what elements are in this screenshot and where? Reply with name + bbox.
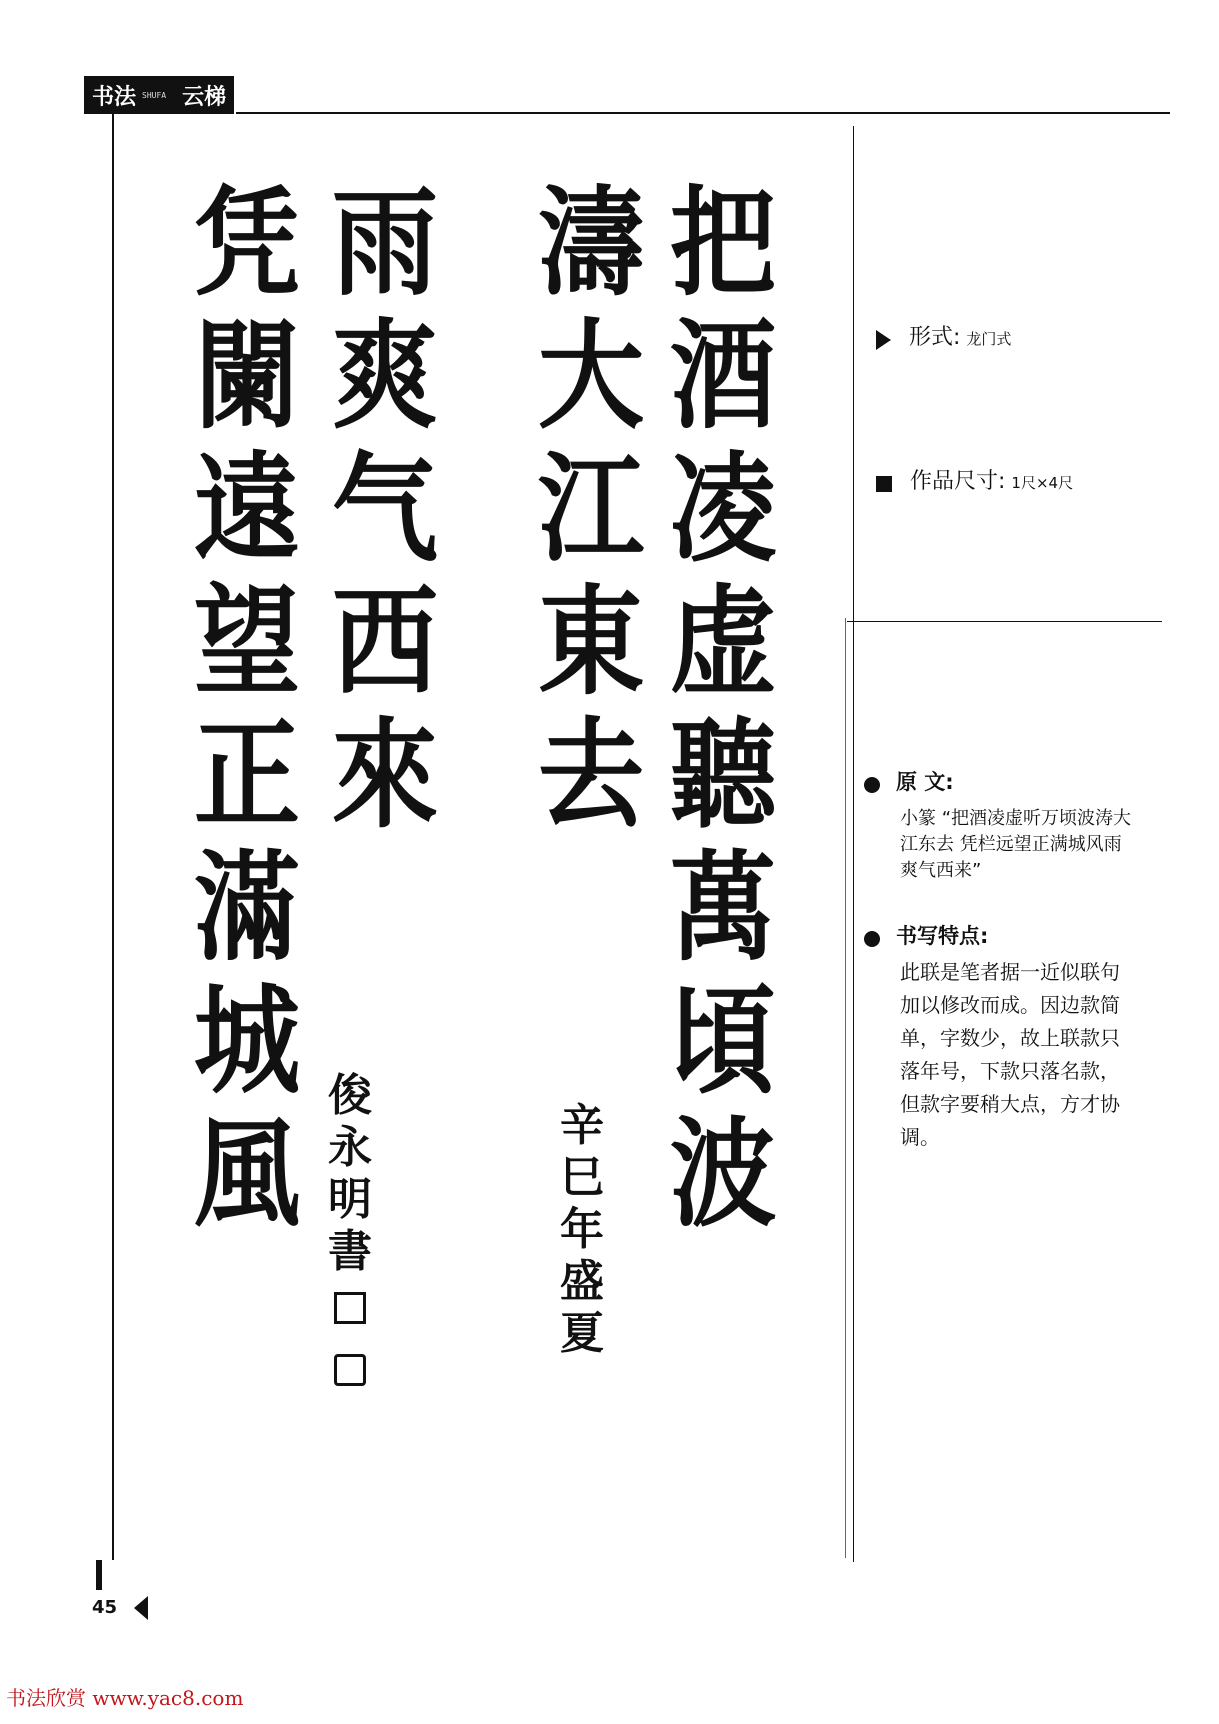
panel-divider: [853, 126, 854, 1562]
glyph: 爽: [331, 306, 439, 445]
glyph: 來: [331, 705, 439, 844]
glyph: 凌: [669, 439, 777, 578]
bottom-rule: [96, 1560, 102, 1590]
features-text: 此联是笔者据一近似联句加以修改而成。因边款简单，字数少，故上联款只落年号，下款只落名款，但款字要稍大点，方才协调。: [900, 960, 1120, 1149]
original-label: 原 文:: [896, 770, 954, 794]
inscription-glyph: 年: [560, 1204, 604, 1255]
couplet-third-column: [310, 173, 460, 844]
seal-stamp: [334, 1292, 366, 1324]
size-value: 1尺×4尺: [1011, 474, 1074, 492]
glyph: 聽: [669, 705, 777, 844]
features-label: 书写特点:: [896, 924, 989, 948]
header-subtitle: 云梯: [182, 84, 227, 110]
original-text-block: [864, 766, 1132, 884]
glyph: 大: [537, 306, 645, 445]
left-rule: [112, 114, 114, 1560]
glyph: 城: [193, 971, 301, 1110]
form-label: 形式:: [909, 325, 961, 350]
couplet-right-column: [648, 173, 798, 1243]
glyph: 波: [669, 1104, 777, 1243]
couplet-left-column: [172, 173, 322, 1243]
inscription-glyph: 明: [328, 1174, 372, 1225]
glyph: 望: [193, 572, 301, 711]
page-marker-icon: [134, 1596, 148, 1620]
glyph: 萬: [669, 838, 777, 977]
header-title: 书法: [92, 84, 137, 110]
glyph: 正: [193, 705, 301, 844]
glyph: 雨: [331, 173, 439, 312]
glyph: 酒: [669, 306, 777, 445]
circle-bullet-icon: [864, 777, 880, 793]
form-value: 龙门式: [966, 330, 1012, 348]
inscription-glyph: 永: [328, 1122, 372, 1173]
glyph: 虚: [669, 572, 777, 711]
seal-stamp: [334, 1354, 366, 1386]
glyph: 滿: [193, 838, 301, 977]
original-text: 小篆 “把酒凌虚听万顷波涛大江东去 凭栏远望正满城风雨爽气西来”: [900, 808, 1132, 881]
page-number: 45: [92, 1597, 118, 1618]
circle-bullet-icon: [864, 931, 880, 947]
couplet-second-column: [516, 173, 666, 844]
top-rule: [236, 112, 1170, 114]
size-label: 作品尺寸:: [910, 469, 1006, 494]
form-row: [876, 320, 1011, 351]
glyph: 頃: [669, 971, 777, 1110]
glyph: 凭: [193, 173, 301, 312]
inscription-right: [552, 1100, 612, 1360]
square-bullet-icon: [876, 476, 892, 492]
panel-hline: [847, 621, 1162, 622]
glyph: 濤: [537, 173, 645, 312]
inscription-glyph: 盛: [560, 1256, 604, 1307]
features-block: [864, 920, 1135, 1154]
size-row: [876, 464, 1073, 495]
glyph: 把: [669, 173, 777, 312]
inscription-glyph: 俊: [328, 1070, 372, 1121]
glyph: 气: [331, 439, 439, 578]
inscription-glyph: 書: [328, 1226, 372, 1277]
inscription-glyph: 巳: [560, 1152, 604, 1203]
watermark: 书法欣赏 www.yac8.com: [6, 1686, 244, 1710]
triangle-bullet-icon: [876, 330, 891, 350]
header-english: SHUFA: [142, 90, 167, 100]
glyph: 東: [537, 572, 645, 711]
glyph: 風: [193, 1104, 301, 1243]
inscription-left: [320, 1070, 380, 1386]
glyph: 去: [537, 705, 645, 844]
glyph: 遠: [193, 439, 301, 578]
glyph: 江: [537, 439, 645, 578]
panel-divider-2: [845, 618, 846, 1558]
inscription-glyph: 辛: [560, 1100, 604, 1151]
inscription-glyph: 夏: [560, 1308, 604, 1359]
glyph: 西: [331, 572, 439, 711]
section-header: [84, 76, 234, 114]
glyph: 闌: [193, 306, 301, 445]
